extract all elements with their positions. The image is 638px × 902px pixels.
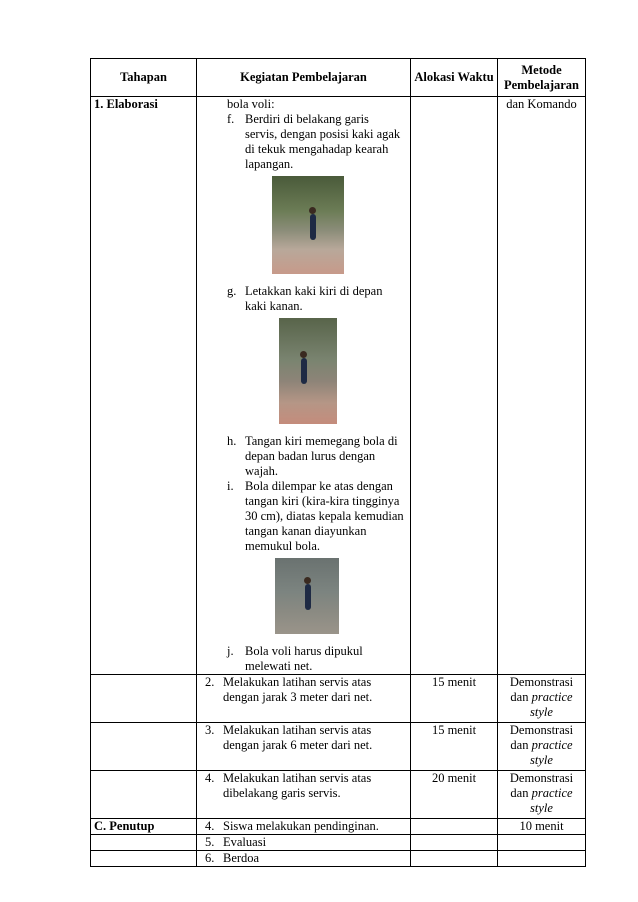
lesson-plan-table: [90, 58, 586, 867]
penutup-row: [91, 819, 586, 835]
player-figure-icon: [305, 584, 311, 610]
header-alokasi: Alokasi Waktu: [411, 59, 498, 97]
elaborasi-method: dan Komando: [498, 97, 586, 675]
elaborasi-intro: bola voli:: [227, 97, 275, 111]
serve-stance-photo: [272, 176, 344, 274]
step-j: j. Bola voli harus dipukul melewati net.: [227, 644, 363, 673]
elaborasi-row: [91, 97, 586, 675]
header-kegiatan: Kegiatan Pembelajaran: [197, 59, 411, 97]
elaborasi-time: [411, 97, 498, 675]
activity-time: 20 menit: [411, 771, 498, 819]
step-i: i. Bola dilempar ke atas dengan tangan kiri (kira-kira tingginya 30 cm), diatas kepala kemudian tangan kanan diayunkan memukul bola.: [227, 479, 404, 553]
player-figure-icon: [310, 214, 316, 240]
activity-method: Demonstrasi dan practice style: [498, 771, 586, 819]
penutup-row: [91, 835, 586, 851]
step-g: g. Letakkan kaki kiri di depan kaki kanan.: [227, 284, 383, 313]
header-tahapan: Tahapan: [91, 59, 197, 97]
ball-toss-photo: [275, 558, 339, 634]
penutup-item: 5. Evaluasi: [205, 835, 267, 849]
activity-row: [91, 675, 586, 723]
stage-elaborasi: 1. Elaborasi: [91, 97, 197, 675]
penutup-time: 10 menit: [498, 819, 586, 835]
activity-time: 15 menit: [411, 675, 498, 723]
step-f: f. Berdiri di belakang garis servis, dengan posisi kaki agak di tekuk mengahadap kearah lapangan.: [227, 112, 401, 171]
header-metode: Metode Pembelajaran: [498, 59, 586, 97]
foot-position-photo: [279, 318, 337, 424]
penutup-row: [91, 851, 586, 867]
penutup-item: 6. Berdoa: [205, 851, 260, 865]
header-row: [91, 59, 586, 97]
activity-row: [91, 723, 586, 771]
elaborasi-activities: [197, 97, 411, 675]
activity-method: Demonstrasi dan practice style: [498, 723, 586, 771]
activity-time: 15 menit: [411, 723, 498, 771]
penutup-item: 4. Siswa melakukan pendinginan.: [205, 819, 379, 833]
activity-item: 2. Melakukan latihan servis atas dengan jarak 3 meter dari net.: [205, 675, 373, 704]
stage-penutup: C. Penutup: [91, 819, 197, 835]
activity-row: [91, 771, 586, 819]
activity-method: Demonstrasi dan practice style: [498, 675, 586, 723]
step-h: h. Tangan kiri memegang bola di depan badan lurus dengan wajah.: [227, 434, 398, 478]
activity-item: 4. Melakukan latihan servis atas dibelakang garis servis.: [205, 771, 372, 800]
player-figure-icon: [301, 358, 307, 384]
activity-item: 3. Melakukan latihan servis atas dengan jarak 6 meter dari net.: [205, 723, 373, 752]
